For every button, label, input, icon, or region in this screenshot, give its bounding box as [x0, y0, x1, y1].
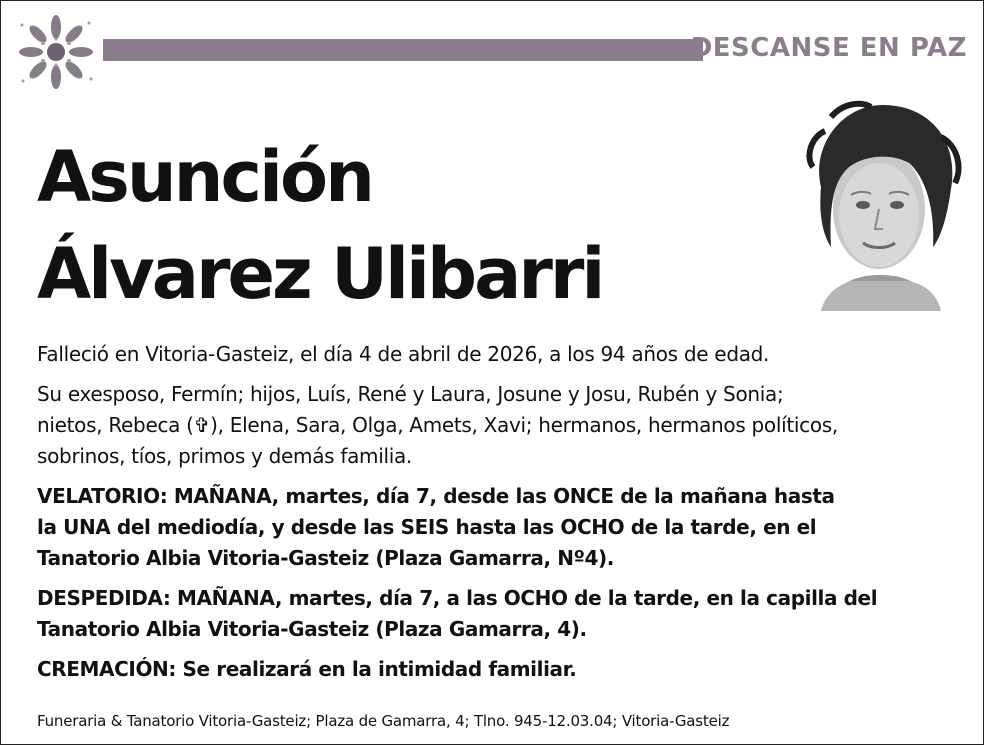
- velatorio-line-2: la UNA del mediodía, y desde las SEIS hasta las OCHO de la tarde, en el: [37, 515, 817, 539]
- header-bar: [103, 39, 703, 61]
- family-line-1: Su exesposo, Fermín; hijos, Luís, René y Laura, Josune y Josu, Rubén y Sonia;: [37, 382, 784, 406]
- family-line-2: [37, 410, 967, 441]
- flower-ornament-icon: [13, 13, 99, 91]
- deceased-name: [37, 129, 602, 323]
- obituary-body: [37, 339, 967, 685]
- header-label: DESCANSE EN PAZ: [690, 33, 967, 63]
- deceased-first-name: Asunción: [37, 136, 372, 218]
- velatorio-line-3: Tanatorio Albia Vitoria-Gasteiz (Plaza Gamarra, Nº4).: [37, 546, 614, 570]
- funeral-home-footer: Funeraria & Tanatorio Vitoria-Gasteiz; Plaza de Gamarra, 4; Tlno. 945-12.03.04; Vitoria-Gasteiz: [37, 712, 730, 730]
- portrait-photo: [791, 97, 969, 311]
- family-line-2-start: nietos, Rebeca (: [37, 413, 194, 437]
- cremacion-line: CREMACIÓN: Se realizará en la intimidad familiar.: [37, 657, 577, 681]
- family-line-2-end: ), Elena, Sara, Olga, Amets, Xavi; hermanos, hermanos políticos,: [210, 413, 838, 437]
- despedida-line-1: DESPEDIDA: MAÑANA, martes, día 7, a las OCHO de la tarde, en la capilla del: [37, 586, 878, 610]
- death-notice: Falleció en Vitoria-Gasteiz, el día 4 de abril de 2026, a los 94 años de edad.: [37, 342, 770, 366]
- velatorio-line-1: VELATORIO: MAÑANA, martes, día 7, desde las ONCE de la mañana hasta: [37, 484, 835, 508]
- deceased-surnames: Álvarez Ulibarri: [37, 233, 603, 315]
- despedida-line-2: Tanatorio Albia Vitoria-Gasteiz (Plaza Gamarra, 4).: [37, 617, 587, 641]
- family-line-3: sobrinos, tíos, primos y demás familia.: [37, 444, 412, 468]
- cross-icon: ✞: [193, 413, 211, 437]
